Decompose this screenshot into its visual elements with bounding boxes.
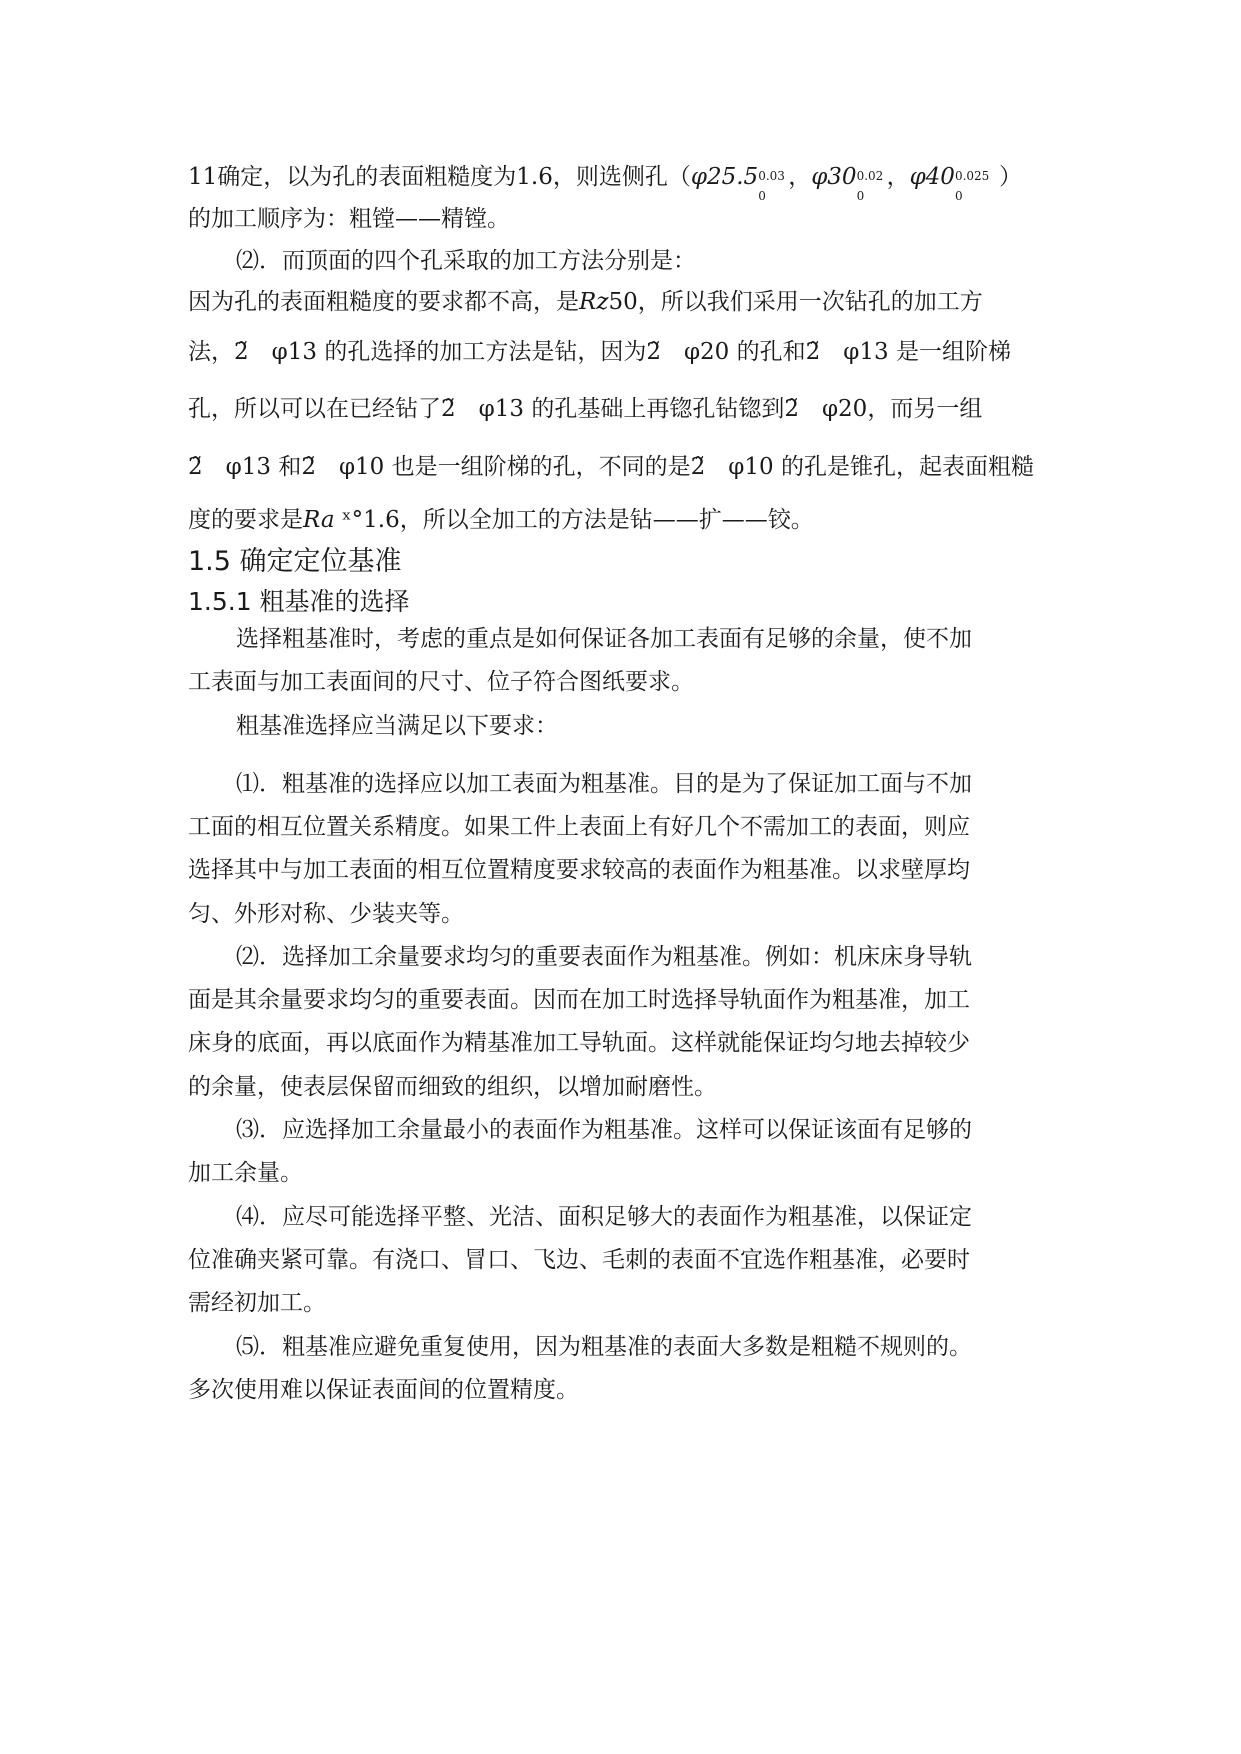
intro-line-3: ⑵．而顶面的四个孔采取的加工方法分别是：: [236, 248, 696, 274]
ra-symbol: Ra: [303, 507, 335, 533]
rz-symbol: Rz: [579, 289, 609, 315]
para-1-line-1: 选择粗基准时，考虑的重点是如何保证各加工表面有足够的余量，使不加: [236, 626, 972, 652]
intro-line-7: 2̃ φ13 和2̃ φ10 也是一组阶梯的孔，不同的是2̃ φ10 的孔是锥孔，起表面粗糙: [188, 454, 1034, 480]
item-2-line-3: 床身的底面，再以底面作为精基准加工导轨面。这样就能保证均匀地去掉较少: [188, 1030, 970, 1056]
intro-line-6: 孔，所以可以在已经钻了2̃ φ13 的孔基础上再锪孔钻锪到2̃ φ20，而另一组: [188, 396, 983, 422]
intro-text: 11确定，以为孔的表面粗糙度为1.6，则选侧孔（: [188, 164, 691, 190]
intro-line-5: 法，2̃ φ13 的孔选择的加工方法是钻，因为2̃ φ20 的孔和2̃ φ13 是一组阶梯: [188, 339, 1011, 365]
item-5-line-1: ⑸．粗基准应避免重复使用，因为粗基准的表面大多数是粗糙不规则的。: [236, 1334, 972, 1360]
item-1-line-4: 匀、外形对称、少装夹等。: [188, 901, 464, 927]
phi-30: φ30: [811, 164, 857, 190]
intro-line-1: 11确定，以为孔的表面粗糙度为1.6，则选侧孔（φ25.5 0.03 0 ，φ30 0.02 0 ，φ40 0.025 0 ）: [188, 164, 1022, 203]
intro-line-2: 的加工顺序为：粗镗——精镗。: [188, 206, 510, 232]
item-4-line-3: 需经初加工。: [188, 1290, 326, 1316]
item-5-line-2: 多次使用难以保证表面间的位置精度。: [188, 1377, 579, 1403]
item-1-line-2: 工面的相互位置关系精度。如果工件上表面上有好几个不需加工的表面，则应: [188, 814, 970, 840]
item-1-line-3: 选择其中与加工表面的相互位置精度要求较高的表面作为粗基准。以求壁厚均: [188, 857, 970, 883]
item-2-line-1: ⑵．选择加工余量要求均匀的重要表面作为粗基准。例如：机床床身导轨: [236, 944, 972, 970]
para-1-line-2: 工表面与加工表面间的尺寸、位子符合图纸要求。: [188, 669, 694, 695]
item-4-line-2: 位准确夹紧可靠。有浇口、冒口、飞边、毛刺的表面不宜选作粗基准，必要时: [188, 1247, 970, 1273]
tolerance-stack-2: 0.02 0: [856, 169, 884, 203]
phi-40: φ40: [909, 164, 955, 190]
subsection-heading: 1.5.1 粗基准的选择: [188, 587, 410, 616]
tolerance-stack-3: 0.025 0: [954, 169, 990, 203]
item-2-line-2: 面是其余量要求均匀的重要表面。因而在加工时选择导轨面作为粗基准，加工: [188, 987, 970, 1013]
item-4-line-1: ⑷．应尽可能选择平整、光洁、面积足够大的表面作为粗基准，以保证定: [236, 1204, 972, 1230]
tolerance-stack-1: 0.03 0: [758, 169, 785, 203]
section-heading: 1.5 确定定位基准: [188, 546, 402, 577]
item-3-line-1: ⑶．应选择加工余量最小的表面作为粗基准。这样可以保证该面有足够的: [236, 1117, 972, 1143]
intro-line-4: 因为孔的表面粗糙度的要求都不高，是Rz50，所以我们采用一次钻孔的加工方: [188, 289, 983, 315]
item-2-line-4: 的余量，使表层保留而细致的组织，以增加耐磨性。: [188, 1074, 717, 1100]
item-1-line-1: ⑴．粗基准的选择应以加工表面为粗基准。目的是为了保证加工面与不加: [236, 771, 972, 797]
phi-25-5: φ25.5: [690, 164, 759, 190]
intro-line-8: 度的要求是Ra ˣ°1.6，所以全加工的方法是钻——扩——铰。: [188, 507, 814, 533]
para-2: 粗基准选择应当满足以下要求：: [236, 713, 558, 739]
item-3-line-2: 加工余量。: [188, 1160, 303, 1186]
